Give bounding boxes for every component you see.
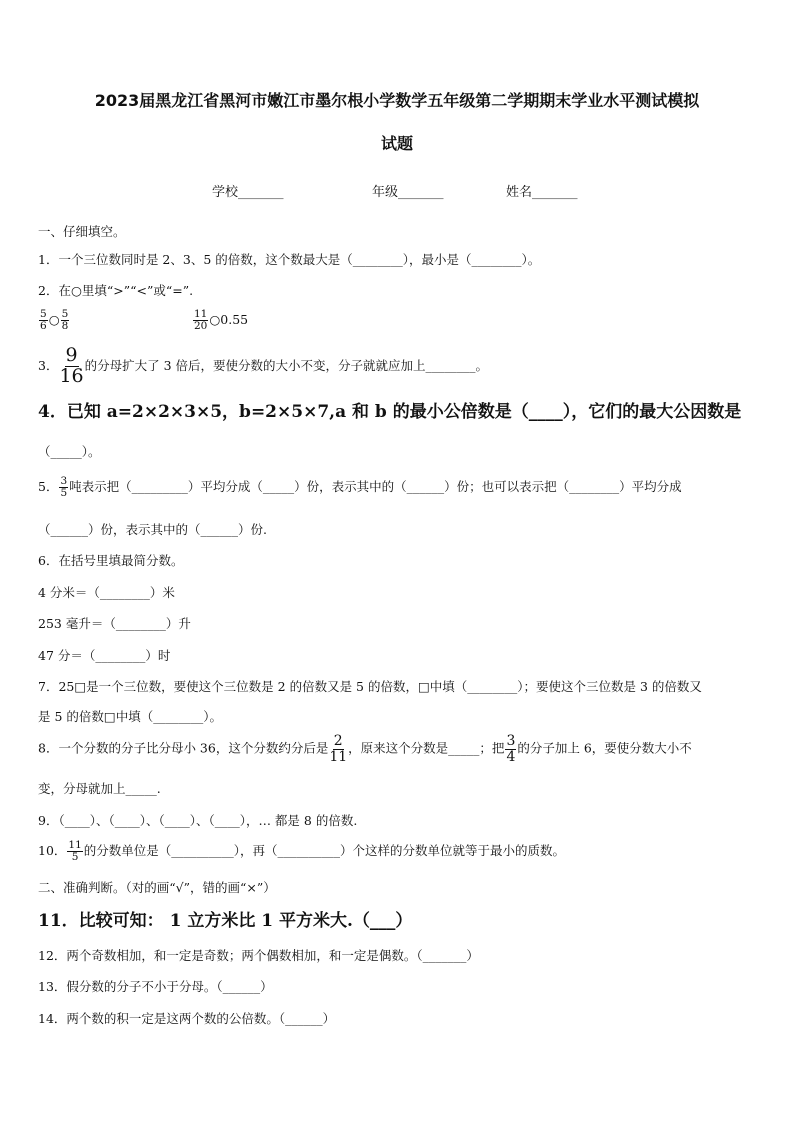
school-field: 学校_______ — [212, 185, 284, 200]
question-2: 2．在○里填“>”“<”或“=”. — [38, 283, 194, 298]
question-5: 5． $\frac{3}{5}$ 吨表示把（_________）平均分成（_____）份，表示其中的（______）份；也可以表示把（________）平均分成 — [38, 475, 682, 500]
question-14: 14．两个数的积一定是这两个数的公倍数。（______） — [38, 1011, 336, 1026]
question-8-continued: 变，分母就加上_____. — [38, 781, 161, 796]
grade-field: 年级_______ — [372, 185, 444, 200]
question-3: 3． $\frac{9}{16}$ 的分母扩大了 3 倍后，要使分数的大小不变，分子就就应加上________。 — [38, 344, 489, 387]
question-4-continued: （_____）。 — [38, 444, 101, 459]
question-10: 10． $\frac{11}{5}$ 的分数单位是（__________），再（__________）个这样的分数单位就等于最小的质数。 — [38, 839, 566, 864]
question-4: 4．已知 a=2×2×3×5，b=2×5×7,a 和 b 的最小公倍数是（____），它们的最大公因数是 — [38, 402, 742, 422]
fraction: $\frac{2}{11}$ — [329, 733, 348, 765]
fraction: $\frac{5}{6}$ — [40, 308, 47, 333]
fraction: $\frac{11}{5}$ — [68, 839, 82, 864]
question-7: 7．25□是一个三位数，要使这个三位数是 2 的倍数又是 5 的倍数，□中填（________）；要使这个三位数是 3 的倍数又 — [38, 679, 702, 694]
question-2b: $\frac{11}{20}$ ○0.55 — [194, 308, 249, 333]
fraction: $\frac{5}{8}$ — [61, 308, 69, 333]
question-1: 1．一个三位数同时是 2、3、5 的倍数，这个数最大是（________），最小是（________）。 — [38, 252, 541, 267]
question-11: 11．比较可知： 1 立方米比 1 平方米大.（___） — [38, 911, 413, 931]
question-6c: 47 分＝（________）时 — [38, 648, 171, 663]
question-12: 12．两个奇数相加，和一定是奇数；两个偶数相加，和一定是偶数。（_______） — [38, 948, 479, 963]
page-title-line-2: 试题 — [380, 134, 413, 153]
fraction: $\frac{3}{4}$ — [506, 733, 516, 765]
name-field: 姓名_______ — [506, 185, 578, 200]
fraction: $\frac{11}{20}$ — [194, 308, 208, 333]
question-13: 13．假分数的分子不小于分母。（______） — [38, 979, 273, 994]
question-9: 9．（____）、（____）、（____）、（____），… 都是 8 的倍数. — [38, 813, 358, 828]
section-2-heading: 二、准确判断。（对的画“√”，错的画“×”） — [38, 880, 276, 895]
question-6: 6．在括号里填最简分数。 — [38, 553, 184, 568]
question-8: 8．一个分数的分子比分母小 36，这个分数约分后是 $\frac{2}{11}$ ，原来这个分数是_____；把 $\frac{3}{4}$ 的分子加上 6，要使分数大小不 — [38, 733, 692, 765]
fraction: $\frac{3}{5}$ — [60, 475, 68, 500]
question-5-continued: （______）份，表示其中的（______）份. — [38, 522, 267, 537]
section-1-heading: 一、仔细填空。 — [38, 224, 126, 239]
page-title-line-1: 2023届黑龙江省黑河市嫩江市墨尔根小学数学五年级第二学期期末学业水平测试模拟 — [94, 91, 700, 110]
question-7-continued: 是 5 的倍数□中填（________）。 — [38, 709, 222, 724]
fraction: $\frac{9}{16}$ — [59, 344, 84, 387]
question-2a: $\frac{5}{6}$ ○ $\frac{5}{8}$ — [40, 308, 69, 333]
question-6b: 253 毫升＝（________）升 — [38, 616, 191, 631]
question-6a: 4 分米＝（________）米 — [38, 585, 175, 600]
